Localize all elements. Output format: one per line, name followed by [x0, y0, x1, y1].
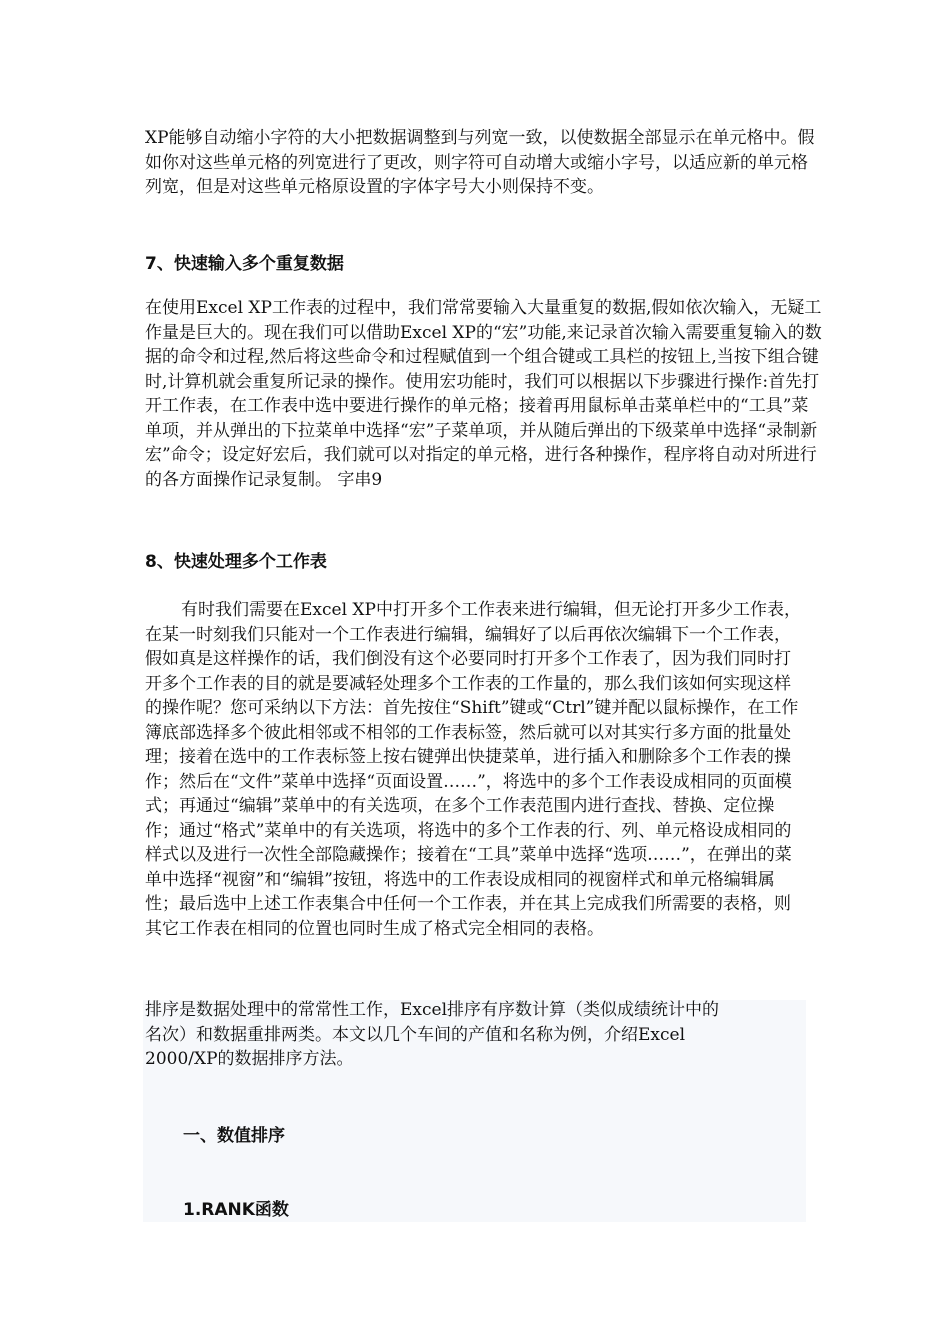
heading-section-8: 8、快速处理多个工作表 — [145, 552, 327, 572]
sorting-intro-line-2: 名次）和数据重排两类。本文以几个车间的产值和名称为例，介绍Excel — [145, 1024, 686, 1045]
paragraph-intro: XP能够自动缩小字符的大小把数据调整到与列宽一致，以使数据全部显示在单元格中。假如你对这些单元格的列宽进行了更改，则字符可自动增大或缩小字号，以适应新的单元格列宽，但是对这些单元格原设置的字体字号大小则保持不变。 — [145, 128, 815, 197]
sorting-intro-line-1: 排序是数据处理中的常常性工作，Excel排序有序数计算（类似成绩统计中的 — [145, 1000, 720, 1020]
heading-section-7: 7、快速输入多个重复数据 — [145, 254, 344, 274]
paragraph-section-8: 有时我们需要在Excel XP中打开多个工作表来进行编辑，但无论打开多少工作表，在某一时刻我们只能对一个工作表进行编辑，编辑好了以后再依次编辑下一个工作表，假如真是这样操作的话，我们倒没有这个必要同时打开多个工作表了，因为我们同时打开多个工作表的目的就是要减轻处理多个工作表的工作量的，那么我们该如何实现这样的操作呢？您可采纳以下方法：首先按住“Shift”键或“Ctrl”键并配以鼠标操作，在工作簿底部选择多个彼此相邻或不相邻的工作表标签，然后就可以对其实行多方面的批量处理；接着在选中的工作表标签上按右键弹出快捷菜单，进行插入和删除多个工作表的操作；然后在“文件”菜单中选择“页面设置……”，将选中的多个工作表设成相同的页面模式；再通过“编辑”菜单中的有关选项，在多个工作表范围内进行查找、替换、定位操作；通过“格式”菜单中的有关选项，将选中的多个工作表的行、列、单元格设成相同的样式以及进行一次性全部隐藏操作；接着在“工具”菜单中选择“选项……”，在弹出的菜单中选择“视窗”和“编辑”按钮，将选中的工作表设成相同的视窗样式和单元格编辑属性；最后选中上述工作表集合中任何一个工作表，并在其上完成我们所需要的表格，则其它工作表在相同的位置也同时生成了格式完全相同的表格。 — [145, 600, 801, 939]
paragraph-sorting-intro — [145, 998, 810, 1072]
sorting-intro-line-3: 2000/XP的数据排序方法。 — [145, 1049, 354, 1069]
heading-rank-function: 1.RANK函数 — [183, 1200, 289, 1220]
paragraph-section-7: 在使用Excel XP工作表的过程中，我们常常要输入大量重复的数据,假如依次输入，无疑工作量是巨大的。现在我们可以借助Excel XP的“宏”功能,来记录首次输入需要重复输入的数据的命令和过程,然后将这些命令和过程赋值到一个组合键或工具栏的按钮上,当按下组合键时,计算机就会重复所记录的操作。使用宏功能时，我们可以根据以下步骤进行操作:首先打开工作表，在工作表中选中要进行操作的单元格；接着再用鼠标单击菜单栏中的“工具”菜单项，并从弹出的下拉菜单中选择“宏”子菜单项，并从随后弹出的下级菜单中选择“录制新宏”命令；设定好宏后，我们就可以对指定的单元格，进行各种操作，程序将自动对所进行的各方面操作记录复制。 字串9 — [145, 298, 822, 490]
heading-numeric-sort: 一、数值排序 — [183, 1126, 285, 1146]
